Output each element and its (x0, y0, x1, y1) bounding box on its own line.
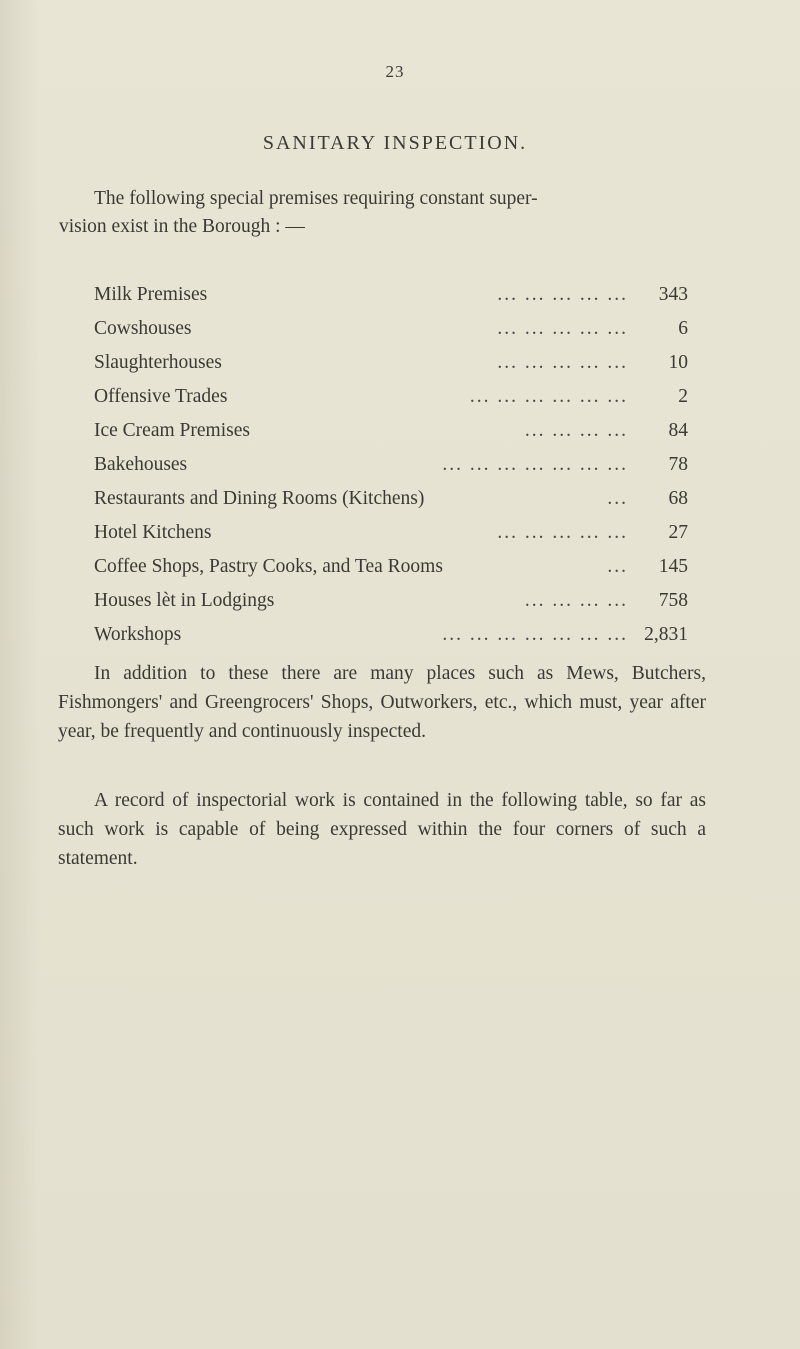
premises-count: 758 (658, 590, 688, 611)
leader-dots: ... ... ... ... ... (497, 352, 628, 373)
premises-label: Offensive Trades (94, 386, 228, 407)
premises-row (94, 380, 688, 414)
section-heading: SANITARY INSPECTION. (262, 132, 528, 154)
premises-count: 343 (658, 284, 688, 305)
intro-line-1: The following special premises requiring constant super- (94, 188, 538, 209)
premises-row (94, 346, 688, 380)
premises-row (94, 584, 688, 618)
leader-dots: ... ... ... ... ... ... (469, 386, 628, 407)
premises-row (94, 448, 688, 482)
leader-dots: ... (607, 556, 628, 577)
premises-label: Milk Premises (94, 284, 208, 305)
page-edge-shadow (0, 0, 40, 1349)
leader-dots: ... ... ... ... ... (497, 522, 628, 543)
premises-count: 145 (658, 556, 688, 577)
premises-row (94, 516, 688, 550)
leader-dots: ... ... ... ... ... (497, 318, 628, 339)
paragraph-inspection-record (58, 786, 706, 873)
premises-row (94, 278, 688, 312)
premises-row (94, 414, 688, 448)
leader-dots: ... ... ... ... ... ... ... (442, 454, 628, 475)
leader-dots: ... ... ... ... (524, 590, 628, 611)
paragraph-text: In addition to these there are many places such as Mews, Butchers, Fishmongers' and Greengrocers' Shops, Outworkers, etc., which must, year after year, be frequently and continuously inspected. (58, 663, 706, 742)
leader-dots: ... ... ... ... (524, 420, 628, 441)
premises-count: 78 (668, 454, 688, 475)
premises-count: 27 (668, 522, 688, 543)
premises-label: Coffee Shops, Pastry Cooks, and Tea Rooms (94, 556, 443, 577)
premises-label: Slaughterhouses (94, 352, 222, 373)
premises-count: 2,831 (644, 624, 688, 645)
premises-count: 68 (668, 488, 688, 509)
page-number: 23 (385, 62, 405, 81)
paragraph-additional-places (58, 659, 706, 746)
premises-label: Ice Cream Premises (94, 420, 250, 441)
premises-row (94, 618, 688, 652)
premises-count: 6 (678, 318, 688, 339)
premises-row (94, 482, 688, 516)
premises-label: Cowshouses (94, 318, 192, 339)
premises-label: Workshops (94, 624, 182, 645)
premises-row (94, 550, 688, 584)
premises-label: Restaurants and Dining Rooms (Kitchens) (94, 488, 425, 509)
premises-count: 2 (678, 386, 688, 407)
paragraph-text: A record of inspectorial work is contained in the following table, so far as such work is capable of being expressed within the four corners of such a statement. (58, 790, 706, 869)
leader-dots: ... ... ... ... ... ... ... (442, 624, 628, 645)
premises-label: Houses lèt in Lodgings (94, 590, 275, 611)
premises-list (94, 278, 688, 652)
premises-label: Bakehouses (94, 454, 188, 475)
premises-row (94, 312, 688, 346)
intro-line-2: vision exist in the Borough : — (59, 216, 305, 237)
leader-dots: ... (607, 488, 628, 509)
premises-count: 10 (668, 352, 688, 373)
premises-count: 84 (668, 420, 688, 441)
intro-paragraph (59, 185, 704, 241)
premises-label: Hotel Kitchens (94, 522, 212, 543)
leader-dots: ... ... ... ... ... (497, 284, 628, 305)
